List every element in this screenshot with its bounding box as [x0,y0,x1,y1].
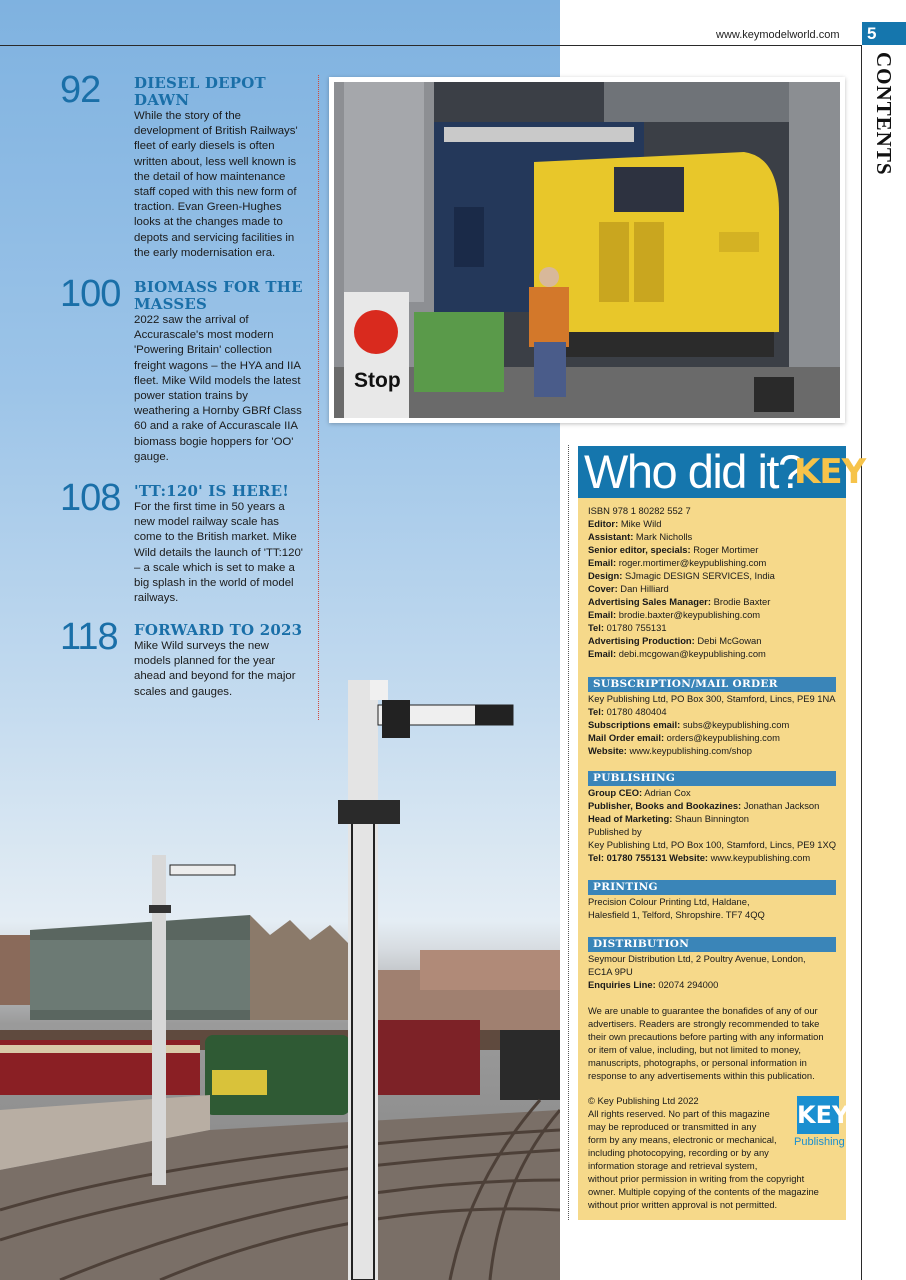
disclaimer-line: their own precautions before parting with any information [588,1031,824,1042]
copyright-line: form by any means, electronic or mechanical, [588,1134,777,1145]
key-logo-text: KEY [794,452,866,492]
feature-page-number: 118 [60,616,118,658]
credit-line[interactable]: Subscriptions email: subs@keypublishing.com [588,719,790,730]
feature-page-number: 108 [60,477,121,519]
credit-line: Tel: 01780 755131 [588,622,667,633]
website-url[interactable]: www.keymodelworld.com [716,29,840,41]
feature-item[interactable] [60,616,310,700]
credit-line: Senior editor, specials: Roger Mortimer [588,544,759,555]
printer-line: Precision Colour Printing Ltd, Haldane, [588,896,750,907]
feature-description: Mike Wild surveys the new models planned for the year ahead and beyond for the major scales and gauges. [134,640,296,698]
feature-title: FORWARD TO 2023 [134,621,303,639]
disclaimer-line: response to any advertisements within this publication. [588,1070,815,1081]
isbn: ISBN 978 1 80282 552 7 [588,505,691,516]
stop-sign-text: Stop [354,369,401,392]
staff-list [588,504,840,660]
credits-panel [578,445,866,1220]
feature-photo [329,77,845,423]
credit-line: Advertising Production: Debi McGowan [588,635,762,646]
credits-title: Who did it? [584,445,803,498]
distribution-heading: DISTRIBUTION [588,937,836,952]
header-rule [0,45,862,46]
credit-line: Enquiries Line: 02074 294000 [588,979,719,990]
disclaimer-line: We are unable to guarantee the bonafides of any of our [588,1005,818,1016]
key-publishing-logo [794,1096,850,1154]
publishing-info [588,786,840,864]
subscription-heading: SUBSCRIPTION/MAIL ORDER [588,677,836,692]
credit-line: Assistant: Mark Nicholls [588,531,693,542]
credit-line[interactable]: Email: brodie.baxter@keypublishing.com [588,609,761,620]
copyright-line: may be reproduced or transmitted in any [588,1121,757,1132]
credit-line[interactable]: Website: www.keypublishing.com/shop [588,745,752,756]
feature-page-number: 100 [60,273,121,315]
disclaimer-line: manuscripts, photographs, or personal information in [588,1057,807,1068]
margin-rule [861,45,862,1280]
depot-scene [334,82,840,418]
credit-line[interactable]: Tel: 01780 755131 Website: www.keypublishing.com [588,852,811,863]
distribution-info [588,952,840,991]
credit-line: Design: SJmagic DESIGN SERVICES, India [588,570,775,581]
credit-line: Editor: Mike Wild [588,518,662,529]
distributor-line: Seymour Distribution Ltd, 2 Poultry Avenue, London, [588,953,806,964]
credit-line: Group CEO: Adrian Cox [588,787,691,798]
credit-line[interactable]: Email: roger.mortimer@keypublishing.com [588,557,767,568]
feature-title: DIESEL DEPOT DAWN [134,74,266,109]
copyright-line: © Key Publishing Ltd 2022 [588,1095,699,1106]
credit-line: Advertising Sales Manager: Brodie Baxter [588,596,771,607]
copyright-line: information storage and retrieval system, [588,1160,758,1171]
printing-heading: PRINTING [588,880,836,895]
feature-title: 'TT:120' IS HERE! [134,482,290,500]
feature-page-number: 92 [60,69,101,111]
feature-item[interactable] [60,477,310,606]
key-logo-mark: KEY [797,1096,839,1134]
credit-line[interactable]: Mail Order email: orders@keypublishing.com [588,732,780,743]
published-by: Published by [588,826,642,837]
subscription-info [588,692,840,757]
page-number: 5 [862,22,906,45]
credit-line: Publisher, Books and Bookazines: Jonathan Jackson [588,800,820,811]
disclaimer [588,1004,840,1082]
distributor-line: EC1A 9PU [588,966,633,977]
credit-line: Cover: Dan Hilliard [588,583,669,594]
copyright-line: including photocopying, recording or by any [588,1147,769,1158]
disclaimer-line: advertisers. Readers are strongly recommended to take [588,1018,820,1029]
address: Key Publishing Ltd, PO Box 300, Stamford, Lincs, PE9 1NA [588,693,836,704]
feature-description: For the first time in 50 years a new model railway scale has come to the British market. Mike Wild details the launch of 'TT:120' – a scale which is set to make a big splash in the world of model railways. [134,501,303,605]
copyright-line: without prior permission in writing from the copyright [588,1173,805,1184]
address: Key Publishing Ltd, PO Box 100, Stamford, Lincs, PE9 1XQ [588,839,837,850]
feature-item[interactable] [60,69,310,261]
copyright-line: without prior written approval is not permitted. [588,1199,778,1210]
publishing-wordmark: Publishing [794,1136,845,1148]
credit-line: Tel: 01780 480404 [588,706,667,717]
feature-item[interactable] [60,273,310,465]
column-divider [318,75,319,720]
printing-info [588,895,840,921]
feature-description: While the story of the development of British Railways' fleet of early diesels is often written about, less well known is the detail of how maintenance staff coped with this new form of traction. Evan Green-Hughes looks at the changes made to depots and servicing facilities in the early modernisation era. [134,110,298,259]
section-label: CONTENTS [872,52,896,176]
credit-line[interactable]: Email: debi.mcgowan@keypublishing.com [588,648,766,659]
copyright-line: owner. Multiple copying of the contents of the magazine [588,1186,819,1197]
disclaimer-line: or item of value, including, but not limited to money, [588,1044,801,1055]
feature-title: BIOMASS FOR THE MASSES [134,278,303,313]
credit-line: Head of Marketing: Shaun Binnington [588,813,750,824]
publishing-heading: PUBLISHING [588,771,836,786]
credits-divider [568,445,569,1220]
credits-header [578,445,866,498]
feature-description: 2022 saw the arrival of Accurascale's most modern 'Powering Britain' collection freight wagons – the HYA and IIA fleet. Mike Wild models the latest power station trains by weathering a Hornby GBRf Class 60 and a rake of Accurascale IIA biomass bogie hoppers for 'OO' gauge. [134,314,302,463]
copyright-line: All rights reserved. No part of this magazine [588,1108,770,1119]
printer-line: Halesfield 1, Telford, Shropshire. TF7 4QQ [588,909,765,920]
